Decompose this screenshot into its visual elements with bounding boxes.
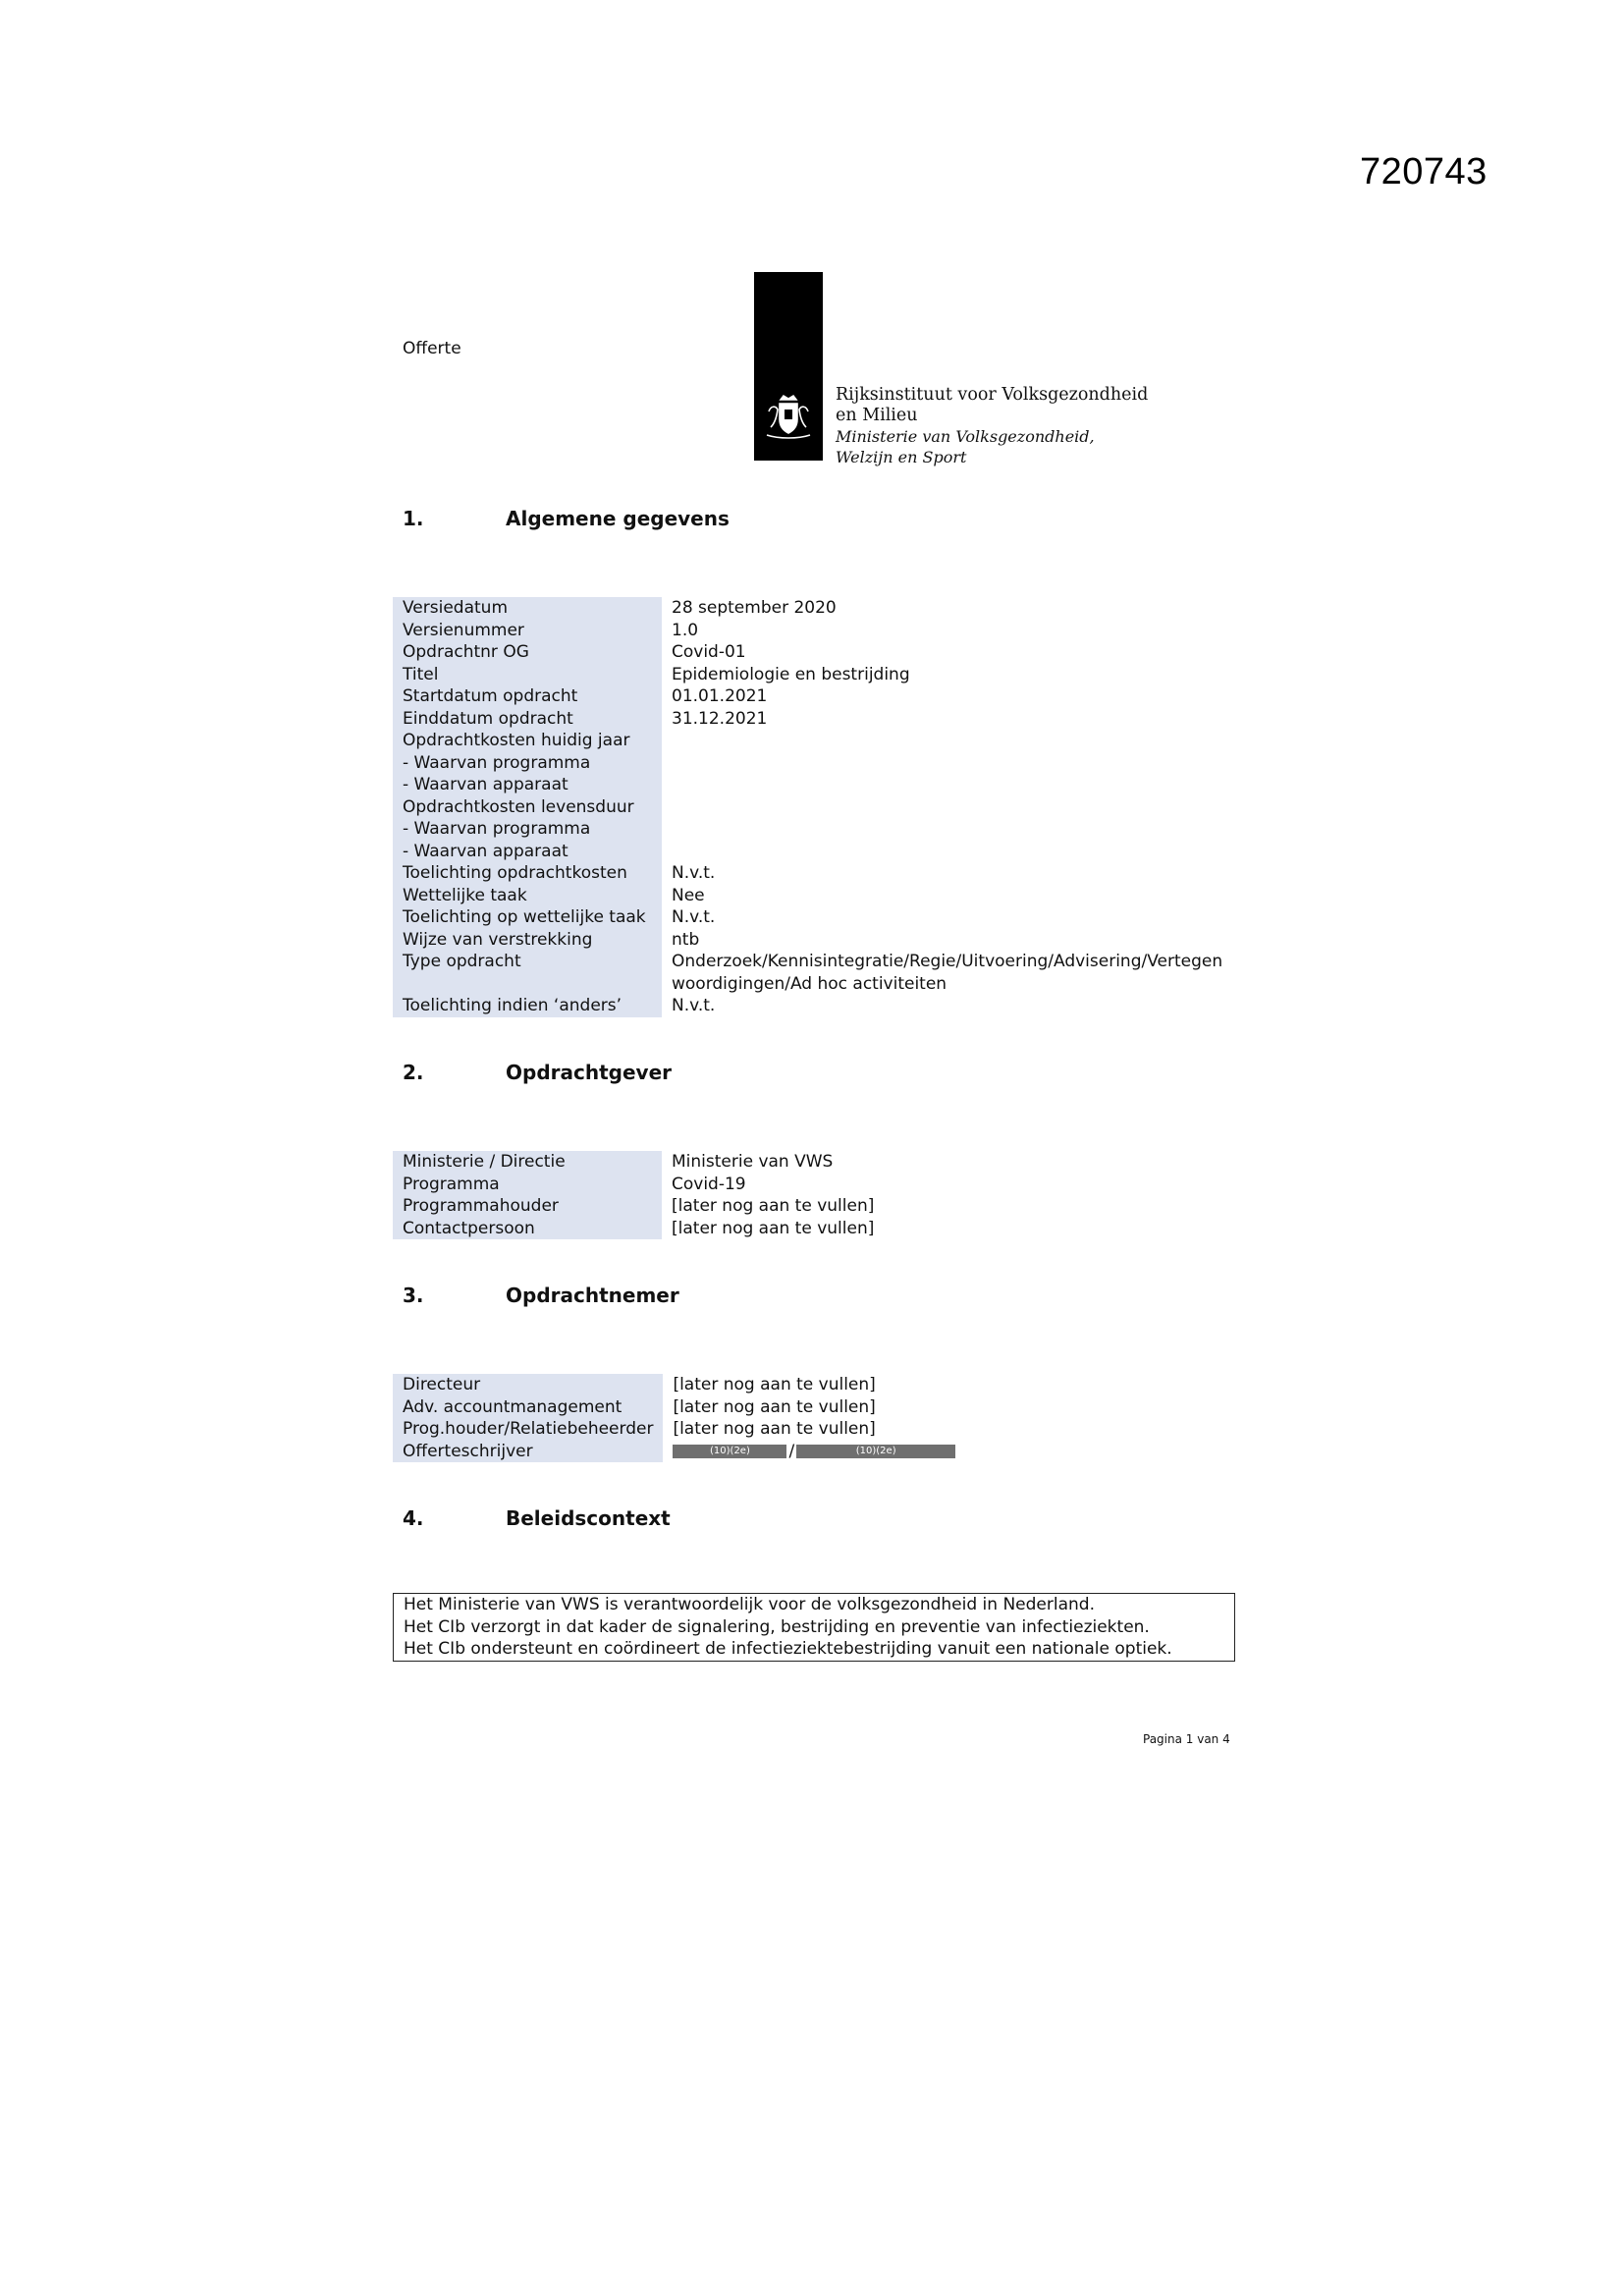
field-label: Type opdracht — [393, 951, 662, 973]
table-row — [393, 1374, 1232, 1396]
field-label: Versiedatum — [393, 597, 662, 620]
page-number: Pagina 1 van 4 — [1143, 1732, 1230, 1746]
organisation-name — [836, 385, 1148, 467]
field-value: Covid-19 — [672, 1174, 746, 1194]
field-value — [662, 730, 1232, 752]
field-value: Nee — [672, 885, 705, 905]
field-label: Toelichting indien ‘anders’ — [393, 995, 662, 1017]
table-row — [393, 841, 1232, 863]
context-line-2: Het CIb verzorgt in dat kader de signalering, bestrijding en preventie van infectieziekten. — [404, 1616, 1150, 1637]
document-number: 720743 — [1360, 151, 1488, 192]
field-value: woordigingen/Ad hoc activiteiten — [672, 973, 947, 994]
field-label: Toelichting opdrachtkosten — [393, 862, 662, 885]
field-label: Directeur — [393, 1374, 663, 1396]
org-line-1: Rijksinstituut voor Volksgezondheid — [836, 385, 1149, 405]
table-row — [393, 995, 1232, 1017]
field-value — [662, 752, 1232, 775]
field-value: [later nog aan te vullen] — [673, 1375, 876, 1394]
field-value: Epidemiologie en bestrijding — [672, 664, 910, 684]
field-label: Opdrachtkosten levensduur — [393, 796, 662, 819]
field-label: Programma — [393, 1174, 662, 1196]
field-value: 28 september 2020 — [672, 598, 837, 618]
field-value — [662, 818, 1232, 841]
field-label: Startdatum opdracht — [393, 685, 662, 708]
table-row — [393, 1418, 1232, 1441]
field-value: N.v.t. — [672, 863, 716, 883]
field-value: Covid-01 — [672, 642, 746, 662]
field-label: Programmahouder — [393, 1195, 662, 1218]
table-row — [393, 1396, 1232, 1419]
field-label: - Waarvan programma — [393, 818, 662, 841]
table-row — [393, 929, 1232, 952]
table-row — [393, 597, 1232, 620]
field-value: [later nog aan te vullen] — [672, 1196, 875, 1216]
field-value — [662, 774, 1232, 796]
table-row — [393, 973, 1232, 996]
field-value: 31.12.2021 — [672, 708, 768, 729]
field-value: Ministerie van VWS — [672, 1152, 834, 1172]
section-number: 3. — [403, 1284, 424, 1307]
contractor-table — [393, 1374, 1232, 1462]
table-row — [393, 730, 1232, 752]
section-title: Opdrachtgever — [506, 1061, 672, 1084]
table-row — [393, 774, 1232, 796]
redaction-block: (10)(2e) — [796, 1445, 955, 1458]
field-label: Prog.houder/Relatiebeheerder — [393, 1418, 663, 1441]
context-line-3: Het CIb ondersteunt en coördineert de infectieziektebestrijding vanuit een nationale optiek. — [404, 1639, 1172, 1659]
section-title: Opdrachtnemer — [506, 1284, 679, 1307]
section-number: 4. — [403, 1506, 424, 1530]
table-row — [393, 862, 1232, 885]
field-label: Contactpersoon — [393, 1218, 662, 1240]
field-label: Opdrachtnr OG — [393, 641, 662, 664]
table-row — [393, 796, 1232, 819]
field-label: - Waarvan programma — [393, 752, 662, 775]
field-value: [later nog aan te vullen] — [673, 1396, 876, 1417]
field-value: Onderzoek/Kennisintegratie/Regie/Uitvoering/Advisering/Vertegen — [672, 952, 1223, 971]
general-data-table — [393, 597, 1232, 1017]
table-row — [393, 641, 1232, 664]
org-line-4: Welzijn en Sport — [836, 448, 967, 466]
table-row — [393, 818, 1232, 841]
redaction-block: (10)(2e) — [673, 1445, 786, 1458]
table-row — [393, 1195, 1231, 1218]
field-value: N.v.t. — [672, 907, 716, 927]
field-label — [393, 973, 662, 996]
table-row — [393, 708, 1232, 731]
field-value — [663, 1441, 1232, 1463]
field-label: - Waarvan apparaat — [393, 841, 662, 863]
section-heading-2 — [403, 1061, 672, 1084]
table-row — [393, 1441, 1232, 1463]
org-line-2: en Milieu — [836, 406, 918, 425]
document-type: Offerte — [403, 339, 461, 358]
field-label: Wijze van verstrekking — [393, 929, 662, 952]
table-row — [393, 1218, 1231, 1240]
section-heading-4 — [403, 1506, 671, 1530]
field-label: Einddatum opdracht — [393, 708, 662, 731]
table-row — [393, 664, 1232, 686]
field-label: Titel — [393, 664, 662, 686]
table-row — [393, 620, 1232, 642]
section-title: Algemene gegevens — [506, 507, 730, 530]
field-label: Toelichting op wettelijke taak — [393, 906, 662, 929]
table-row — [393, 1174, 1231, 1196]
table-row — [393, 906, 1232, 929]
policy-context-box — [393, 1593, 1235, 1662]
field-label: Wettelijke taak — [393, 885, 662, 907]
table-row — [393, 885, 1232, 907]
org-line-3: Ministerie van Volksgezondheid, — [836, 427, 1095, 446]
table-row — [393, 1151, 1231, 1174]
field-label: Opdrachtkosten huidig jaar — [393, 730, 662, 752]
field-label: Offerteschrijver — [393, 1441, 663, 1463]
field-value: [later nog aan te vullen] — [673, 1419, 876, 1439]
client-table — [393, 1151, 1231, 1239]
field-label: Adv. accountmanagement — [393, 1396, 663, 1419]
field-label: - Waarvan apparaat — [393, 774, 662, 796]
table-row — [393, 685, 1232, 708]
field-value — [662, 796, 1232, 819]
field-label: Versienummer — [393, 620, 662, 642]
section-title: Beleidscontext — [506, 1506, 671, 1530]
section-heading-3 — [403, 1284, 679, 1307]
section-number: 1. — [403, 507, 424, 530]
section-number: 2. — [403, 1061, 424, 1084]
context-line-1: Het Ministerie van VWS is verantwoordelijk voor de volksgezondheid in Nederland. — [404, 1595, 1095, 1614]
field-value: N.v.t. — [672, 996, 716, 1015]
rivm-logo — [754, 272, 823, 461]
field-label: Ministerie / Directie — [393, 1151, 662, 1174]
field-value: ntb — [672, 929, 700, 950]
table-row — [393, 752, 1232, 775]
section-heading-1 — [403, 507, 730, 530]
table-row — [393, 951, 1232, 973]
field-value: 1.0 — [672, 620, 699, 640]
field-value: 01.01.2021 — [672, 686, 768, 706]
coat-of-arms-icon — [761, 390, 816, 445]
field-value — [662, 841, 1232, 863]
separator: / — [788, 1441, 795, 1461]
field-value: [later nog aan te vullen] — [672, 1218, 875, 1238]
